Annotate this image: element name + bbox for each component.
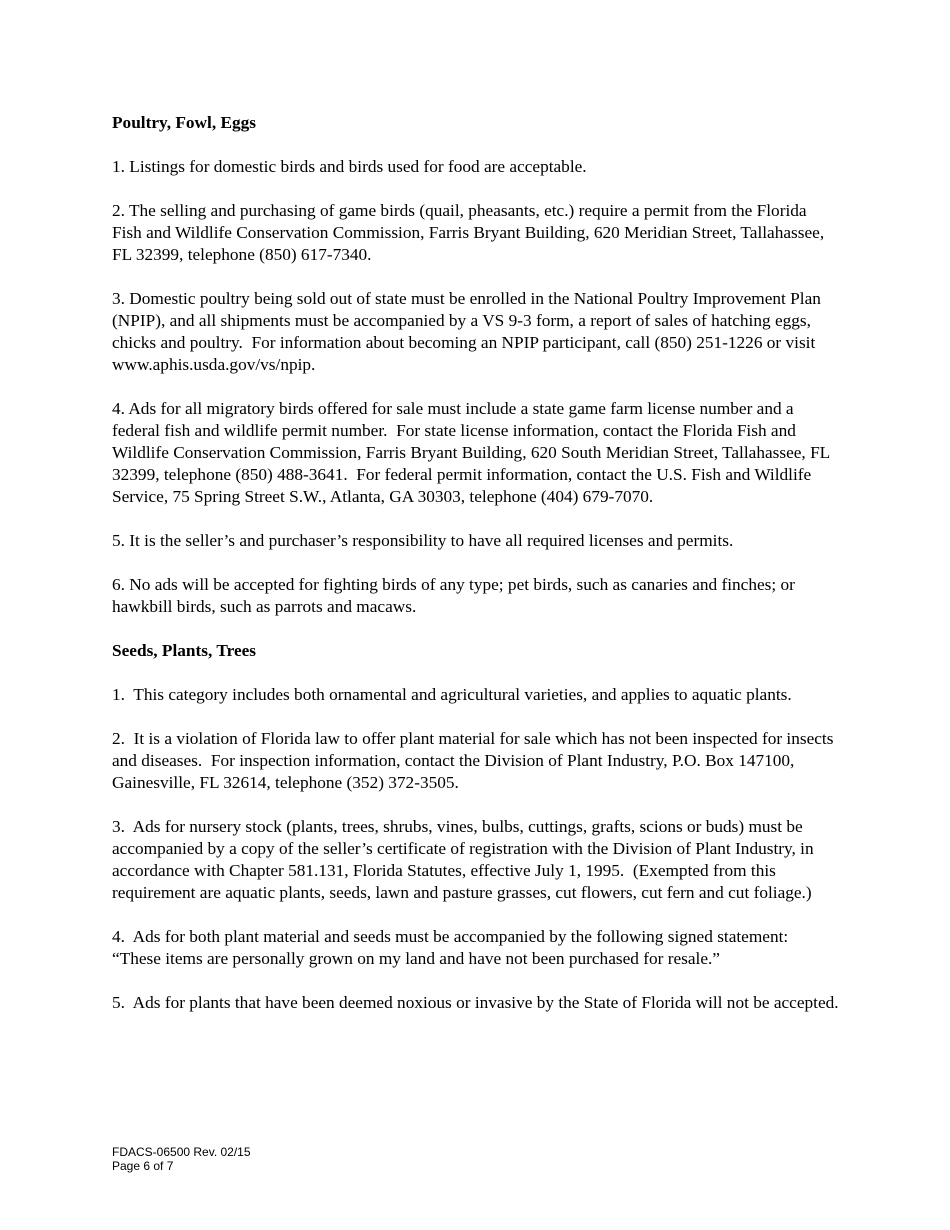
plants-item-5: 5. Ads for plants that have been deemed noxious or invasive by the State of Florida will not be accepted.: [112, 993, 839, 1012]
poultry-item-4: 4. Ads for all migratory birds offered for sale must include a state game farm license number and a federal fish and wildlife permit number. For state license information, contact the Florida Fish and Wildlife Conservation Commission, Farris Bryant Building, 620 South Meridian Street, Tallahassee, FL 32399, telephone (850) 488-3641. For federal permit information, contact the U.S. Fish and Wildlife Service, 75 Spring Street S.W., Atlanta, GA 30303, telephone (404) 679-7070.: [112, 399, 834, 506]
poultry-item-5: 5. It is the seller’s and purchaser’s responsibility to have all required licenses and permits.: [112, 531, 734, 550]
plants-item-3: 3. Ads for nursery stock (plants, trees, shrubs, vines, bulbs, cuttings, grafts, scions or buds) must be accompanied by a copy of the seller’s certificate of registration with the Division of Plant Industry, in accordance with Chapter 581.131, Florida Statutes, effective July 1, 1995. (Exempted from this requirement are aquatic plants, seeds, lawn and pasture grasses, cut flowers, cut fern and cut foliage.): [112, 817, 818, 902]
section-heading-seeds-plants: Seeds, Plants, Trees: [112, 641, 257, 660]
section-heading-poultry: Poultry, Fowl, Eggs: [112, 113, 257, 132]
poultry-item-1: 1. Listings for domestic birds and birds used for food are acceptable.: [112, 157, 587, 176]
form-number: FDACS-06500 Rev. 02/15: [112, 1145, 251, 1159]
plants-item-4: 4. Ads for both plant material and seeds must be accompanied by the following signed statement: “These items are personally grown on my land and have not been purchased for resale.”: [112, 927, 797, 968]
page-footer: [112, 1145, 251, 1173]
plants-item-2: 2. It is a violation of Florida law to offer plant material for sale which has not been inspected for insects and diseases. For inspection information, contact the Division of Plant Industry, P.O. Box 147100, Gainesville, FL 32614, telephone (352) 372-3505.: [112, 729, 838, 792]
poultry-item-2: 2. The selling and purchasing of game birds (quail, pheasants, etc.) require a permit from the Florida Fish and Wildlife Conservation Commission, Farris Bryant Building, 620 Meridian Street, Tallahassee, FL 32399, telephone (850) 617-7340.: [112, 201, 829, 264]
page-number: Page 6 of 7: [112, 1159, 174, 1173]
poultry-item-6: 6. No ads will be accepted for fighting birds of any type; pet birds, such as canaries and finches; or hawkbill birds, such as parrots and macaws.: [112, 575, 800, 616]
document-body: [112, 112, 840, 1036]
poultry-item-3: 3. Domestic poultry being sold out of state must be enrolled in the National Poultry Improvement Plan (NPIP), and all shipments must be accompanied by a VS 9-3 form, a report of sales of hatching eggs, chicks and poultry. For information about becoming an NPIP participant, call (850) 251-1226 or visit www.aphis.usda.gov/vs/npip.: [112, 289, 826, 374]
plants-item-1: 1. This category includes both ornamental and agricultural varieties, and applies to aquatic plants.: [112, 685, 792, 704]
